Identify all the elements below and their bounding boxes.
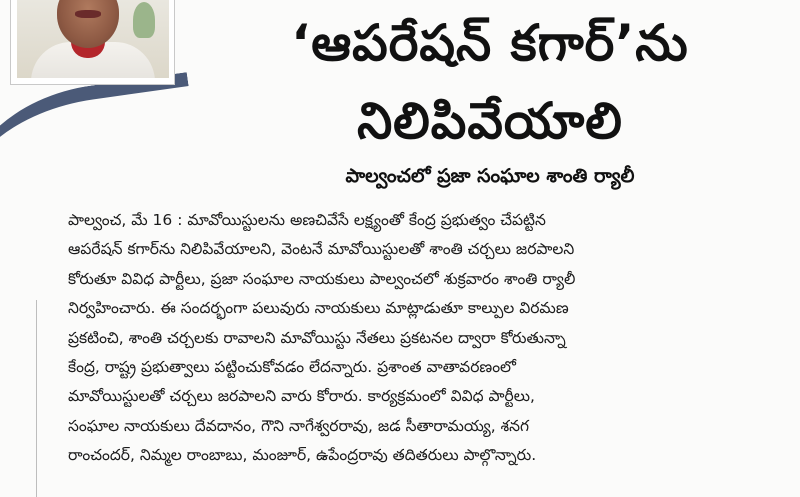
photo-frame <box>10 0 175 85</box>
body-line: కోరుతూ వివిధ పార్టీలు, ప్రజా సంఘాల నాయకులు పాల్వంచలో శుక్రవారం శాంతి ర్యాలీ <box>68 269 576 288</box>
photo-background-tree <box>133 2 155 38</box>
body-line: పాల్వంచ, మే 16 : మావోయిస్టులను అణచివేసే లక్ష్యంతో కేంద్ర ప్రభుత్వం చేపట్టిన <box>68 211 546 229</box>
headline-line-2: నిలిపివేయాలి <box>357 92 623 150</box>
body-line: రాంచందర్, నిమ్మల రాంబాబు, మంజూర్, ఉపేంద్రరావు తదితరులు పాల్గొన్నారు. <box>68 446 537 465</box>
body-line: ఆపరేషన్ కగార్‌ను నిలిపివేయాలని, వెంటనే మావోయిస్టులతో శాంతి చర్చలు జరపాలని <box>68 240 575 259</box>
column-rule <box>36 300 37 497</box>
body-line: నిర్వహించారు. ఈ సందర్భంగా పలువురు నాయకులు మాట్లాడుతూ కాల్పుల విరమణ <box>68 299 569 318</box>
article-body <box>68 206 786 471</box>
body-line: మావోయిస్టులతో చర్చలు జరపాలని వారు కోరారు. కార్యక్రమంలో వివిధ పార్టీలు, <box>68 387 535 406</box>
headline <box>190 4 790 160</box>
body-line: కేంద్ర, రాష్ట్ర ప్రభుత్వాలు పట్టించుకోవడం లేదన్నారు. ప్రశాంత వాతావరణంలో <box>68 358 516 377</box>
body-line: ప్రకటించి, శాంతి చర్చలకు రావాలని మావోయిస్టు నేతలు ప్రకటనల ద్వారా కోరుతున్నా <box>68 328 566 347</box>
headline-line-1: ‘ఆపరేషన్ కగార్’ను <box>291 14 689 72</box>
person-photo <box>17 0 169 78</box>
subheadline: పాల్వంచలో ప్రజా సంఘాల శాంతి ర్యాలీ <box>345 165 635 187</box>
photo-face <box>57 0 119 48</box>
photo-mouth <box>75 10 101 18</box>
body-line: సంఘాల నాయకులు దేవదానం, గౌని నాగేశ్వరరావు, జడ సీతారామయ్య, శనగ <box>68 416 530 435</box>
